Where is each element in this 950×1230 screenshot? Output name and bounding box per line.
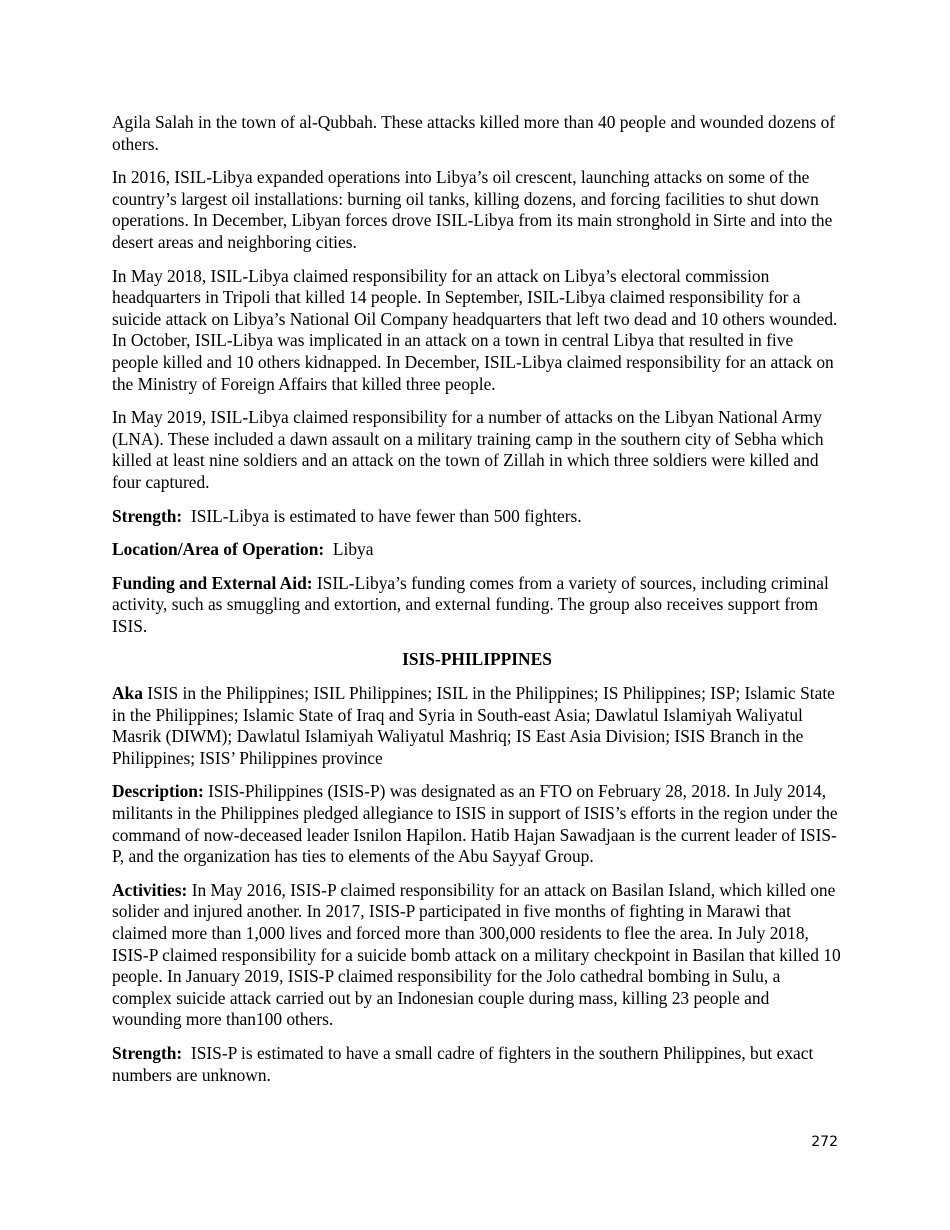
isil-libya-location: [112, 539, 842, 561]
paragraph-2018-attacks: In May 2018, ISIL-Libya claimed responsibility for an attack on Libya’s electoral commission headquarters in Tripoli that killed 14 people. In September, ISIL-Libya claimed responsibility for a suicide attack on Libya’s National Oil Company headquarters that left two dead and 10 others wounded. In October, ISIL-Libya was implicated in an attack on a town in central Libya that resulted in five people killed and 10 others kidnapped. In December, ISIL-Libya claimed responsibility for an attack on the Ministry of Foreign Affairs that killed three people.: [112, 265, 838, 394]
strength-label: Strength:: [112, 505, 183, 526]
document-body: [112, 112, 842, 1098]
isil-libya-strength: [112, 506, 842, 528]
aka-label: Aka: [112, 683, 143, 704]
activities-label: Activities:: [112, 879, 188, 900]
description-text: ISIS-Philippines (ISIS-P) was designated as an FTO on February 28, 2018. In July 2014, militants in the Philippines pledged allegiance to ISIS in support of ISIS’s efforts in the region under the command of now-deceased leader Isnilon Hapilon. Hatib Hajan Sawadjaan is the current leader of ISIS-P, and the organization has ties to elements of the Abu Sayyaf Group.: [112, 781, 838, 867]
paragraph-2019-attacks: In May 2019, ISIL-Libya claimed responsibility for a number of attacks on the Libyan National Army (LNA). These included a dawn assault on a military training camp in the southern city of Sebha which killed at least nine soldiers and an attack on the town of Zillah in which three soldiers were killed and four captured.: [112, 407, 824, 492]
section-heading-isis-philippines: ISIS-PHILIPPINES: [402, 649, 552, 670]
paragraph-2016-oil-crescent: In 2016, ISIL-Libya expanded operations into Libya’s oil crescent, launching attacks on some of the country’s largest oil installations: burning oil tanks, killing dozens, and forcing facilities to shut down operations. In December, Libyan forces drove ISIL-Libya from its main stronghold in Sirte and into the desert areas and neighboring cities.: [112, 167, 833, 252]
isis-p-activities: [112, 880, 842, 1031]
isis-p-description: [112, 781, 842, 867]
isis-p-strength: [112, 1043, 842, 1086]
funding-label: Funding and External Aid:: [112, 572, 313, 593]
activities-text: In May 2016, ISIS-P claimed responsibility for an attack on Basilan Island, which killed one solider and injured another. In 2017, ISIS-P participated in five months of fighting in Marawi that claimed more than 1,000 lives and forced more than 300,000 residents to flee the area. In July 2018, ISIS-P claimed responsibility for a suicide bomb attack on a military checkpoint in Basilan that killed 10 people. In January 2019, ISIS-P claimed responsibility for the Jolo cathedral bombing in Sulu, a complex suicide attack carried out by an Indonesian couple during mass, killing 23 people and wounding more than100 others.: [112, 879, 841, 1030]
strength-text: ISIL-Libya is estimated to have fewer than 500 fighters.: [182, 505, 582, 526]
location-text: Libya: [324, 539, 374, 560]
aka-text: ISIS in the Philippines; ISIL Philippines; ISIL in the Philippines; IS Philippines; ISP; Islamic State in the Philippines; Islamic State of Iraq and Syria in South-east Asia; Dawlatul Islamiyah Waliyatul Masrik (DIWM); Dawlatul Islamiyah Waliyatul Mashriq; IS East Asia Division; ISIS Branch in the Philippines; ISIS’ Philippines province: [112, 683, 835, 768]
location-label: Location/Area of Operation:: [112, 539, 325, 560]
isis-p-aka: [112, 683, 842, 769]
description-label: Description:: [112, 781, 204, 802]
funding-text: ISIL-Libya’s funding comes from a variety of sources, including criminal activity, such as smuggling and extortion, and external funding. The group also receives support from ISIS.: [112, 572, 829, 636]
page-number: 272: [811, 1134, 838, 1150]
strength-label: Strength:: [112, 1042, 183, 1063]
isil-libya-funding: [112, 573, 842, 638]
paragraph-agila-salah: Agila Salah in the town of al-Qubbah. These attacks killed more than 40 people and wounded dozens of others.: [112, 112, 836, 154]
strength-text: ISIS-P is estimated to have a small cadre of fighters in the southern Philippines, but exact numbers are unknown.: [112, 1042, 818, 1085]
